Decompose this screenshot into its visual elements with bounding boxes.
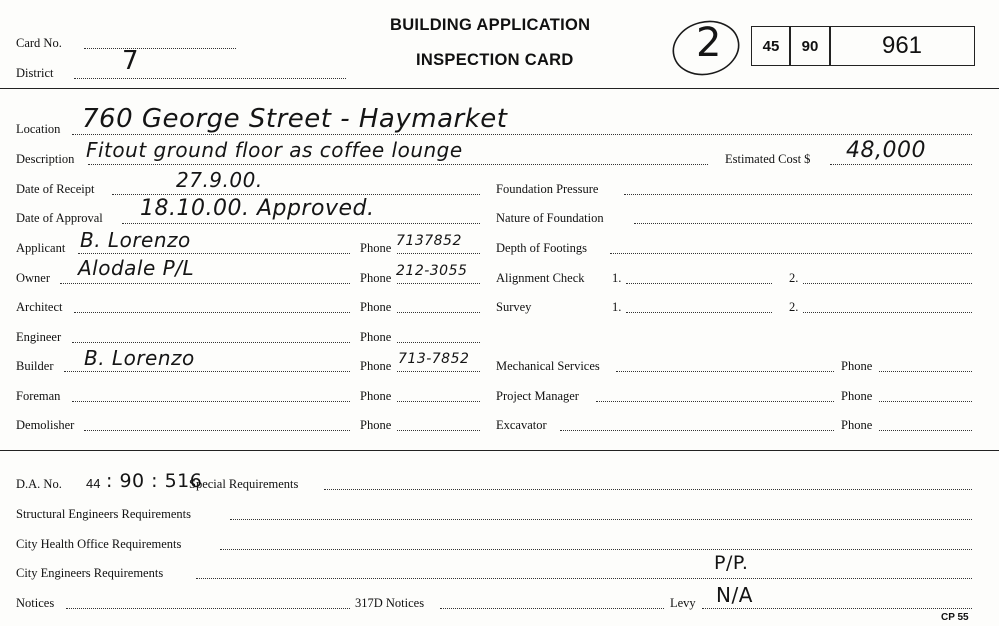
city-health-label: City Health Office Requirements [16,537,182,551]
foreman-label: Foreman [16,389,61,403]
project-manager-label: Project Manager [496,389,579,403]
engineer-label: Engineer [16,330,62,344]
estimated-cost-label: Estimated Cost $ [725,152,811,166]
date-approval-label: Date of Approval [16,211,103,225]
description-value: Fitout ground floor as coffee lounge [86,138,463,162]
applicant-phone-label: Phone [360,241,392,255]
excavator-label: Excavator [496,418,547,432]
city-engineers-value: P/P. [714,552,749,574]
form-code: CP 55 [941,612,969,623]
alignment-num-2: 2. [789,271,799,285]
structural-engineers-label: Structural Engineers Requirements [16,507,191,521]
excavator-field[interactable] [560,430,834,431]
excavator-phone-label: Phone [841,418,873,432]
excavator-phone-field[interactable] [879,430,972,431]
survey-num-1: 1. [612,300,622,314]
special-requirements-label: Special Requirements [189,477,299,491]
demolisher-phone-field[interactable] [397,430,480,431]
notices-317d-label: 317D Notices [355,596,425,610]
notices-label: Notices [16,596,55,610]
notices-field[interactable] [66,608,350,609]
project-manager-phone-label: Phone [841,389,873,403]
structural-engineers-field[interactable] [230,519,972,520]
header-divider [0,88,999,89]
engineer-phone-label: Phone [360,330,392,344]
location-label: Location [16,122,61,136]
description-label: Description [16,152,75,166]
survey-2-field[interactable] [803,312,972,313]
nature-foundation-label: Nature of Foundation [496,211,604,225]
notices-317d-field[interactable] [440,608,664,609]
ref-box-2: 90 [789,26,831,66]
applicant-phone-field[interactable] [397,253,480,254]
estimated-cost-value: 48,000 [846,138,926,163]
alignment-check-label: Alignment Check [496,271,585,285]
architect-field[interactable] [74,312,350,313]
district-label: District [16,66,54,80]
builder-value: B. Lorenzo [84,346,195,370]
foreman-phone-label: Phone [360,389,392,403]
engineer-field[interactable] [72,342,350,343]
date-approval-value: 18.10.00. Approved. [140,196,375,221]
details-divider [0,450,999,451]
survey-label: Survey [496,300,532,314]
date-approval-field[interactable] [122,223,480,224]
da-prefix: 44 [86,476,101,491]
da-no-label: D.A. No. [16,477,62,491]
depth-footings-field[interactable] [610,253,972,254]
district-value: 7 [122,46,140,76]
nature-foundation-field[interactable] [634,223,972,224]
architect-phone-label: Phone [360,300,392,314]
foundation-pressure-field[interactable] [624,194,972,195]
foreman-phone-field[interactable] [397,401,480,402]
special-requirements-field[interactable] [324,489,972,490]
applicant-field[interactable] [78,253,350,254]
ref-box-1: 45 [751,26,791,66]
alignment-check-1-field[interactable] [626,283,772,284]
foreman-field[interactable] [72,401,350,402]
owner-phone-value: 212-3055 [396,263,468,279]
city-health-field[interactable] [220,549,972,550]
district-field[interactable] [74,78,346,79]
survey-num-2: 2. [789,300,799,314]
builder-label: Builder [16,359,54,373]
applicant-label: Applicant [16,241,66,255]
alignment-check-2-field[interactable] [803,283,972,284]
city-engineers-label: City Engineers Requirements [16,566,164,580]
depth-footings-label: Depth of Footings [496,241,587,255]
levy-value: N/A [716,583,753,607]
engineer-phone-field[interactable] [397,342,480,343]
demolisher-phone-label: Phone [360,418,392,432]
da-number-value: : 90 : 516 [106,470,203,492]
estimated-cost-field[interactable] [830,164,972,165]
builder-phone-field[interactable] [397,371,480,372]
architect-phone-field[interactable] [397,312,480,313]
architect-label: Architect [16,300,63,314]
card-no-field[interactable] [84,48,236,49]
owner-phone-field[interactable] [397,283,480,284]
date-receipt-field[interactable] [112,194,480,195]
builder-phone-label: Phone [360,359,392,373]
project-manager-phone-field[interactable] [879,401,972,402]
levy-label: Levy [670,596,696,610]
owner-label: Owner [16,271,51,285]
survey-1-field[interactable] [626,312,772,313]
form-title-line2: INSPECTION CARD [416,51,574,69]
location-field[interactable] [72,134,972,135]
demolisher-field[interactable] [84,430,350,431]
ref-box-3: 961 [829,26,975,66]
mechanical-phone-label: Phone [841,359,873,373]
card-no-label: Card No. [16,36,62,50]
applicant-value: B. Lorenzo [80,228,191,252]
levy-field[interactable] [702,608,972,609]
date-receipt-value: 27.9.00. [176,168,263,192]
description-field[interactable] [88,164,708,165]
form-title-line1: BUILDING APPLICATION [390,16,591,34]
owner-field[interactable] [60,283,350,284]
builder-field[interactable] [64,371,350,372]
mechanical-services-field[interactable] [616,371,834,372]
demolisher-label: Demolisher [16,418,75,432]
location-value: 760 George Street - Haymarket [82,104,508,134]
foundation-pressure-label: Foundation Pressure [496,182,599,196]
city-engineers-field[interactable] [196,578,972,579]
alignment-num-1: 1. [612,271,622,285]
circled-number: 2 [696,20,722,66]
applicant-phone-value: 7137852 [396,233,462,249]
owner-phone-label: Phone [360,271,392,285]
project-manager-field[interactable] [596,401,834,402]
mechanical-services-label: Mechanical Services [496,359,600,373]
mechanical-phone-field[interactable] [879,371,972,372]
owner-value: Alodale P/L [78,256,195,280]
date-receipt-label: Date of Receipt [16,182,95,196]
builder-phone-value: 713-7852 [398,351,470,367]
